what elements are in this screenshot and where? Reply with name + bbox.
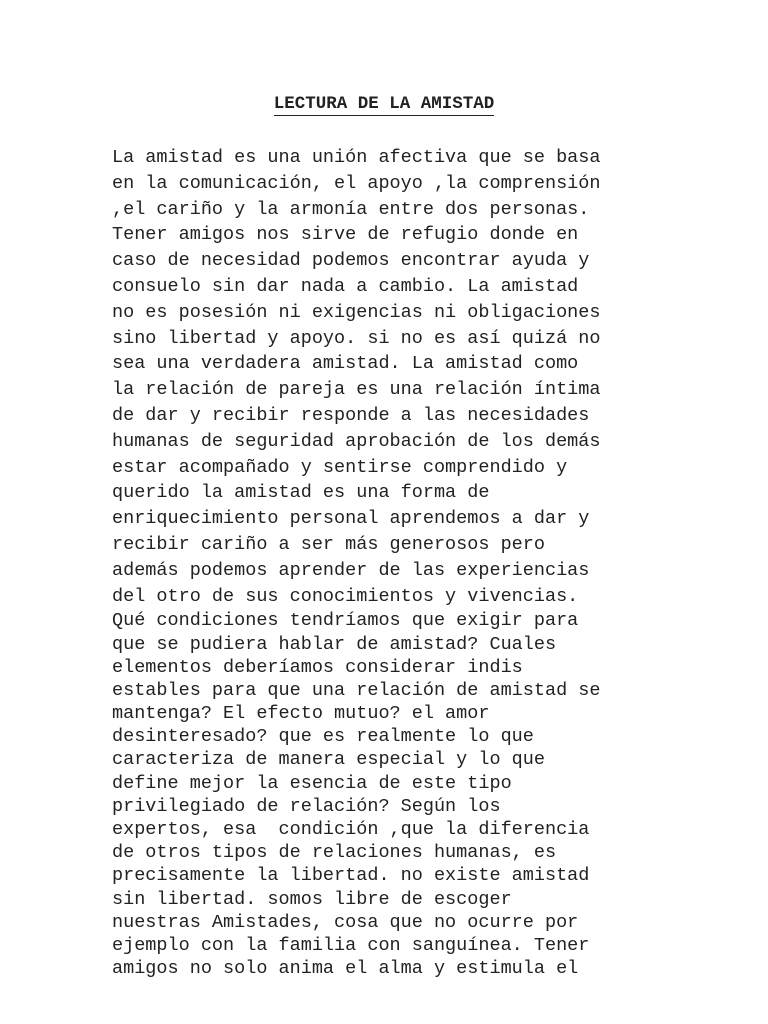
body-line: ejemplo con la familia con sanguínea. Tener xyxy=(112,934,590,956)
body-line: privilegiado de relación? Según los xyxy=(112,795,501,817)
body-line: consuelo sin dar nada a cambio. La amistad xyxy=(112,275,579,297)
body-line: recibir cariño a ser más generosos pero xyxy=(112,533,545,555)
body-line: caso de necesidad podemos encontrar ayuda y xyxy=(112,250,590,272)
body-line: sin libertad. somos libre de escoger xyxy=(112,888,512,910)
body-line: sino libertad y apoyo. si no es así quizá no xyxy=(112,327,601,349)
body-line: estables para que una relación de amistad se xyxy=(112,679,601,701)
body-line: caracteriza de manera especial y lo que xyxy=(112,749,545,771)
document-body xyxy=(112,145,672,980)
body-line: de dar y recibir responde a las necesidades xyxy=(112,404,590,426)
document-title-text: LECTURA DE LA AMISTAD xyxy=(273,94,495,114)
body-line: la relación de pareja es una relación íntima xyxy=(112,379,601,401)
body-line: no es posesión ni exigencias ni obligaciones xyxy=(112,301,601,323)
body-line: humanas de seguridad aprobación de los demás xyxy=(112,430,601,452)
body-line: de otros tipos de relaciones humanas, es xyxy=(112,842,557,864)
body-line: del otro de sus conocimientos y vivencias. xyxy=(112,585,579,607)
body-line: Tener amigos nos sirve de refugio donde en xyxy=(112,224,579,246)
body-line: Qué condiciones tendríamos que exigir para xyxy=(112,610,579,632)
body-line: enriquecimiento personal aprendemos a dar y xyxy=(112,508,590,530)
body-line: querido la amistad es una forma de xyxy=(112,482,490,504)
body-line: además podemos aprender de las experiencias xyxy=(112,559,590,581)
body-line: expertos, esa condición ,que la diferencia xyxy=(112,819,590,841)
body-line: desinteresado? que es realmente lo que xyxy=(112,726,534,748)
body-line: nuestras Amistades, cosa que no ocurre por xyxy=(112,911,579,933)
body-line: que se pudiera hablar de amistad? Cuales xyxy=(112,633,557,655)
body-line: amigos no solo anima el alma y estimula el xyxy=(112,958,579,980)
body-line: estar acompañado y sentirse comprendido y xyxy=(112,456,568,478)
body-line: en la comunicación, el apoyo ,la comprensión xyxy=(112,172,601,194)
body-line: precisamente la libertad. no existe amistad xyxy=(112,865,590,887)
body-line: ,el cariño y la armonía entre dos personas. xyxy=(112,198,590,220)
body-line: elementos deberíamos considerar indis xyxy=(112,656,523,678)
document-title xyxy=(0,93,768,115)
body-line: sea una verdadera amistad. La amistad como xyxy=(112,353,579,375)
body-line: mantenga? El efecto mutuo? el amor xyxy=(112,703,490,725)
body-line: La amistad es una unión afectiva que se basa xyxy=(112,147,601,168)
body-line: define mejor la esencia de este tipo xyxy=(112,772,512,794)
